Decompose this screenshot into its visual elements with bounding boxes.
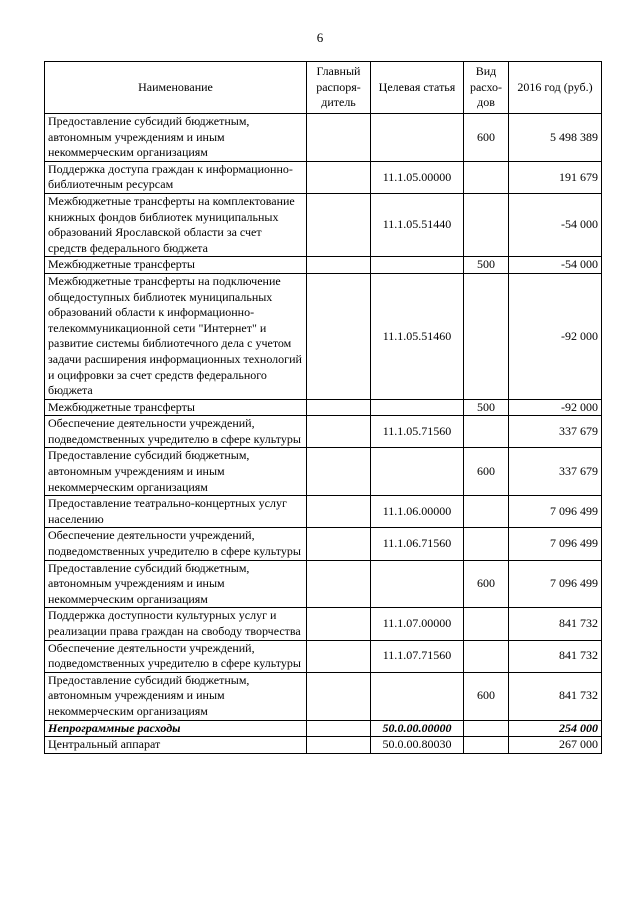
header-name: Наименование (45, 62, 307, 114)
row-name-cell: Обеспечение деятельности учреждений, подведомственных учредителю в сфере культуры (45, 528, 307, 560)
row-name-cell: Предоставление субсидий бюджетным, автономным учреждениям и иным некоммерческим организациям (45, 672, 307, 720)
row-expense-type-cell (464, 720, 509, 737)
table-row (45, 608, 602, 640)
table-row (45, 448, 602, 496)
table-row (45, 528, 602, 560)
row-amount-cell: 191 679 (509, 161, 602, 193)
table-row (45, 720, 602, 737)
row-name-cell: Предоставление театрально-концертных услуг населению (45, 496, 307, 528)
row-main-manager-cell (307, 608, 371, 640)
row-main-manager-cell (307, 273, 371, 399)
row-main-manager-cell (307, 448, 371, 496)
table-row (45, 257, 602, 274)
row-target-article-cell: 11.1.05.51460 (371, 273, 464, 399)
row-amount-cell: 841 732 (509, 608, 602, 640)
row-target-article-cell: 11.1.05.51440 (371, 193, 464, 256)
row-main-manager-cell (307, 161, 371, 193)
row-name-cell: Межбюджетные трансферты на комплектование книжных фондов библиотек муниципальных образований Ярославской области за счет средств федерального бюджета (45, 193, 307, 256)
row-name-cell: Центральный аппарат (45, 737, 307, 754)
row-expense-type-cell (464, 528, 509, 560)
row-amount-cell: 7 096 499 (509, 496, 602, 528)
row-amount-cell: -92 000 (509, 273, 602, 399)
row-expense-type-cell: 600 (464, 672, 509, 720)
row-expense-type-cell: 500 (464, 257, 509, 274)
row-name-cell: Предоставление субсидий бюджетным, автономным учреждениям и иным некоммерческим организациям (45, 560, 307, 608)
row-expense-type-cell (464, 161, 509, 193)
row-target-article-cell: 11.1.07.00000 (371, 608, 464, 640)
row-name-cell: Межбюджетные трансферты (45, 257, 307, 274)
row-expense-type-cell (464, 496, 509, 528)
table-row (45, 560, 602, 608)
row-main-manager-cell (307, 640, 371, 672)
row-amount-cell: 841 732 (509, 640, 602, 672)
row-expense-type-cell: 600 (464, 448, 509, 496)
row-target-article-cell (371, 399, 464, 416)
row-amount-cell: 337 679 (509, 448, 602, 496)
row-expense-type-cell (464, 416, 509, 448)
row-main-manager-cell (307, 720, 371, 737)
table-row (45, 416, 602, 448)
row-name-cell: Предоставление субсидий бюджетным, автономным учреждениям и иным некоммерческим организациям (45, 448, 307, 496)
row-expense-type-cell (464, 608, 509, 640)
row-main-manager-cell (307, 672, 371, 720)
table-row (45, 640, 602, 672)
table-row (45, 161, 602, 193)
row-name-cell: Обеспечение деятельности учреждений, подведомственных учредителю в сфере культуры (45, 640, 307, 672)
row-expense-type-cell (464, 640, 509, 672)
table-row (45, 496, 602, 528)
row-main-manager-cell (307, 737, 371, 754)
row-target-article-cell (371, 257, 464, 274)
row-main-manager-cell (307, 399, 371, 416)
row-main-manager-cell (307, 257, 371, 274)
row-expense-type-cell: 600 (464, 560, 509, 608)
row-expense-type-cell (464, 273, 509, 399)
header-expense-type: Вид расхо- дов (464, 62, 509, 114)
row-amount-cell: 254 000 (509, 720, 602, 737)
row-main-manager-cell (307, 560, 371, 608)
row-target-article-cell: 11.1.05.00000 (371, 161, 464, 193)
header-main-manager: Главный распоря- дитель (307, 62, 371, 114)
row-amount-cell: -92 000 (509, 399, 602, 416)
row-expense-type-cell (464, 737, 509, 754)
row-target-article-cell (371, 672, 464, 720)
row-name-cell: Непрограммные расходы (45, 720, 307, 737)
row-amount-cell: 337 679 (509, 416, 602, 448)
row-amount-cell: 267 000 (509, 737, 602, 754)
row-target-article-cell: 11.1.06.71560 (371, 528, 464, 560)
table-row (45, 114, 602, 162)
header-target-article: Целевая статья (371, 62, 464, 114)
table-body (45, 114, 602, 754)
row-main-manager-cell (307, 193, 371, 256)
row-name-cell: Предоставление субсидий бюджетным, автономным учреждениям и иным некоммерческим организациям (45, 114, 307, 162)
row-target-article-cell: 50.0.00.80030 (371, 737, 464, 754)
table-row (45, 193, 602, 256)
row-expense-type-cell: 600 (464, 114, 509, 162)
row-name-cell: Межбюджетные трансферты (45, 399, 307, 416)
table-row (45, 399, 602, 416)
row-name-cell: Межбюджетные трансферты на подключение общедоступных библиотек муниципальных образований области к информационно-телекоммуникационной сети "Интернет" и развитие системы библиотечного дела с учетом задачи расширения информационных технологий и оцифровки за счет средств федерального бюджета (45, 273, 307, 399)
row-amount-cell: 841 732 (509, 672, 602, 720)
row-main-manager-cell (307, 528, 371, 560)
row-amount-cell: -54 000 (509, 193, 602, 256)
row-amount-cell: 7 096 499 (509, 528, 602, 560)
row-target-article-cell (371, 114, 464, 162)
row-expense-type-cell (464, 193, 509, 256)
row-amount-cell: 5 498 389 (509, 114, 602, 162)
row-target-article-cell (371, 448, 464, 496)
row-main-manager-cell (307, 416, 371, 448)
budget-table (44, 61, 602, 754)
row-amount-cell: 7 096 499 (509, 560, 602, 608)
row-name-cell: Поддержка доступности культурных услуг и реализации права граждан на свободу творчества (45, 608, 307, 640)
row-main-manager-cell (307, 114, 371, 162)
row-name-cell: Обеспечение деятельности учреждений, подведомственных учредителю в сфере культуры (45, 416, 307, 448)
table-row (45, 273, 602, 399)
page-number: 6 (316, 30, 324, 45)
row-target-article-cell: 50.0.00.00000 (371, 720, 464, 737)
table-header (45, 62, 602, 114)
row-name-cell: Поддержка доступа граждан к информационно-библиотечным ресурсам (45, 161, 307, 193)
row-target-article-cell (371, 560, 464, 608)
row-target-article-cell: 11.1.07.71560 (371, 640, 464, 672)
row-amount-cell: -54 000 (509, 257, 602, 274)
table-row (45, 672, 602, 720)
header-year-2016: 2016 год (руб.) (509, 62, 602, 114)
row-main-manager-cell (307, 496, 371, 528)
row-target-article-cell: 11.1.05.71560 (371, 416, 464, 448)
row-expense-type-cell: 500 (464, 399, 509, 416)
table-row (45, 737, 602, 754)
row-target-article-cell: 11.1.06.00000 (371, 496, 464, 528)
